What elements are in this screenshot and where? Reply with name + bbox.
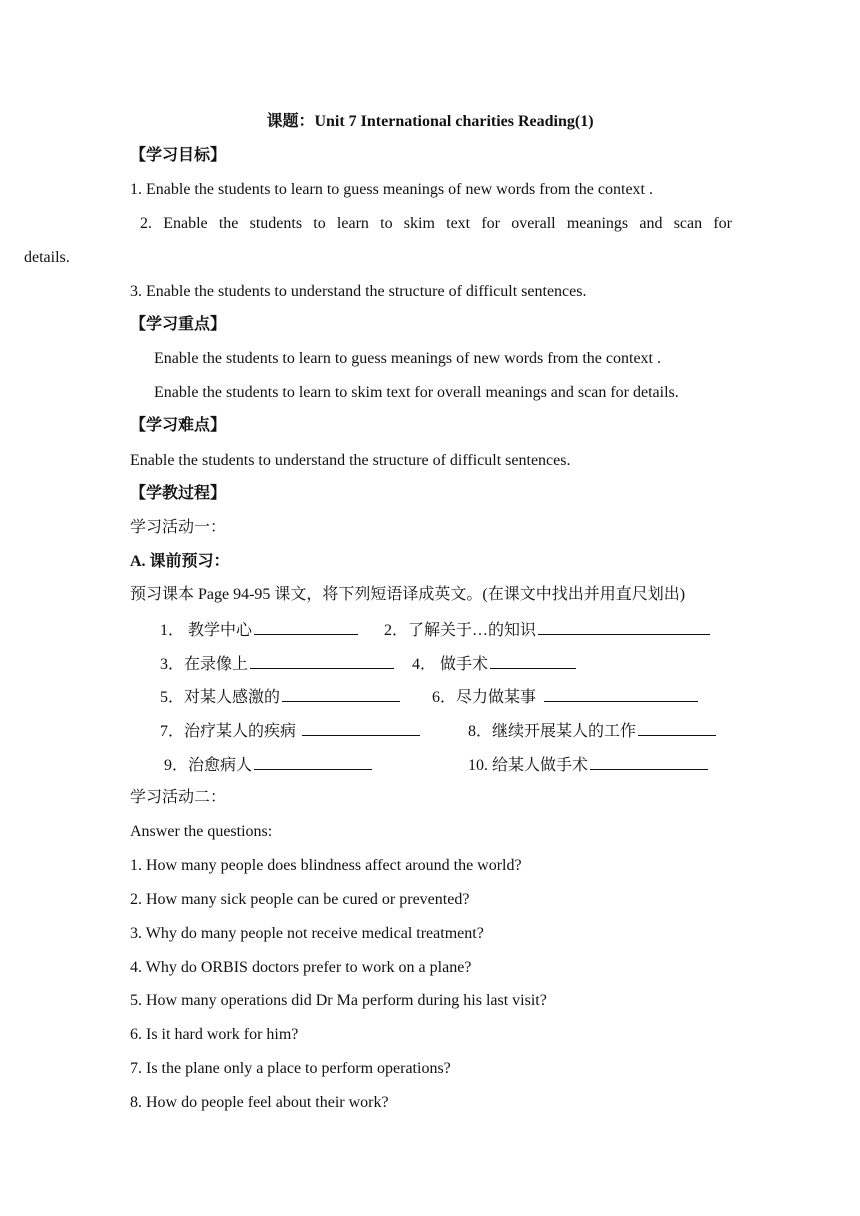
objective-2-continued: details.	[24, 249, 70, 266]
question-item: 6. Is it hard work for him?	[130, 1026, 299, 1043]
answer-blank[interactable]	[282, 686, 400, 702]
difficulty-1: Enable the students to understand the structure of difficult sentences.	[130, 452, 571, 469]
phrase-item	[164, 754, 372, 776]
objectives-heading: 【学习目标】	[130, 147, 227, 164]
answer-blank[interactable]	[638, 720, 716, 736]
lesson-title: 课题：Unit 7 International charities Reading(1)	[266, 113, 594, 130]
phrase-item	[468, 720, 716, 742]
answer-questions-heading: Answer the questions:	[130, 823, 273, 840]
objective-2: 2. Enable the students to learn to skim text for overall meanings and scan for	[140, 215, 732, 232]
phrase-label: 3．在录像上	[160, 656, 249, 673]
phrase-item	[160, 720, 420, 742]
answer-blank[interactable]	[250, 653, 394, 669]
phrase-item	[384, 619, 710, 641]
answer-blank[interactable]	[254, 619, 358, 635]
question-item: 2. How many sick people can be cured or prevented?	[130, 891, 470, 908]
difficulties-heading: 【学习难点】	[130, 417, 227, 434]
key-points-heading: 【学习重点】	[130, 316, 227, 333]
phrase-label: 6．尽力做某事	[432, 689, 537, 706]
phrase-label: 1． 教学中心	[160, 622, 253, 639]
answer-blank[interactable]	[544, 686, 698, 702]
phrase-item	[468, 754, 708, 776]
phrase-label: 8．继续开展某人的工作	[468, 723, 637, 740]
phrase-label: 7．治疗某人的疾病	[160, 723, 297, 740]
objective-3: 3. Enable the students to understand the structure of difficult sentences.	[130, 283, 587, 300]
preview-instruction: 预习课本 Page 94-95 课文，将下列短语译成英文。(在课文中找出并用直尺划出)	[130, 586, 686, 603]
phrase-label: 2．了解关于…的知识	[384, 622, 537, 639]
answer-blank[interactable]	[254, 754, 372, 770]
question-item: 3. Why do many people not receive medical treatment?	[130, 925, 484, 942]
question-item: 5. How many operations did Dr Ma perform during his last visit?	[130, 992, 547, 1009]
answer-blank[interactable]	[590, 754, 708, 770]
process-heading: 【学教过程】	[130, 485, 227, 502]
activity-1-heading: 学习活动一：	[130, 519, 227, 536]
phrase-label: 9．治愈病人	[164, 757, 253, 774]
phrase-item	[160, 686, 400, 708]
phrase-label: 4． 做手术	[412, 656, 489, 673]
question-item: 8. How do people feel about their work?	[130, 1094, 389, 1111]
question-item: 4. Why do ORBIS doctors prefer to work on a plane?	[130, 959, 472, 976]
phrase-item	[160, 653, 394, 675]
section-a-heading: A. 课前预习：	[130, 553, 230, 570]
answer-blank[interactable]	[490, 653, 576, 669]
phrase-item	[432, 686, 698, 708]
phrase-item	[160, 619, 358, 641]
phrase-label: 5．对某人感激的	[160, 689, 281, 706]
answer-blank[interactable]	[538, 619, 710, 635]
question-item: 7. Is the plane only a place to perform operations?	[130, 1060, 451, 1077]
key-point-1: Enable the students to learn to guess meanings of new words from the context .	[154, 350, 661, 367]
activity-2-heading: 学习活动二：	[130, 789, 227, 806]
phrase-label: 10. 给某人做手术	[468, 757, 589, 774]
phrase-item	[412, 653, 576, 675]
question-item: 1. How many people does blindness affect around the world?	[130, 857, 522, 874]
answer-blank[interactable]	[302, 720, 420, 736]
objective-1: 1. Enable the students to learn to guess meanings of new words from the context .	[130, 181, 653, 198]
key-point-2: Enable the students to learn to skim text for overall meanings and scan for details.	[154, 384, 679, 401]
